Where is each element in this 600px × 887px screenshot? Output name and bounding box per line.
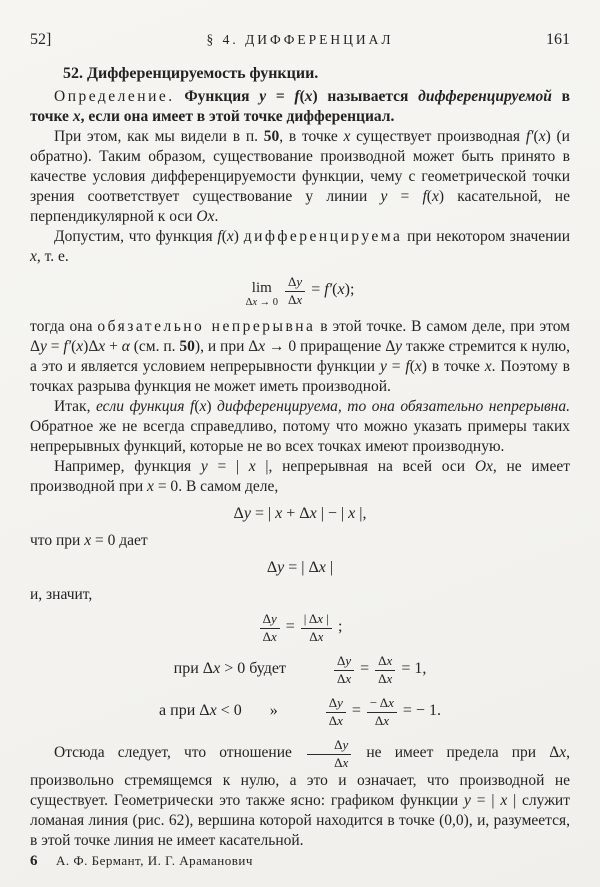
math-text: ) — [206, 398, 212, 416]
math-text: x — [226, 228, 234, 245]
math-text: = — [46, 338, 64, 356]
paragraph-assume — [30, 227, 570, 267]
math-text: = − 1. — [398, 702, 441, 720]
text-segment — [549, 744, 566, 761]
fraction-numerator — [285, 275, 305, 292]
math-text: Δ — [336, 653, 346, 669]
math-text: ) — [438, 188, 445, 205]
math-text: x — [388, 695, 394, 711]
math-text: y — [259, 88, 267, 105]
math-text: x — [343, 128, 351, 145]
text-segment: служит ломаная линия (рис. 62), вершина которой находится в точке (0,0), и, разумеется, в этой точке линия не имеет касательной. — [30, 791, 570, 849]
text-segment — [217, 228, 239, 245]
math-text: Δ — [288, 274, 297, 289]
text-segment — [385, 338, 402, 355]
math-text: Δ — [334, 737, 343, 753]
math-text: Δ — [309, 629, 318, 645]
math-text: − Δ — [369, 695, 389, 711]
math-text: x — [500, 791, 508, 809]
text-segment: ), и при — [194, 338, 249, 356]
text-segment: (и обратно). Таким образом, существование производной может быть принято в качестве условия дифференцируемости функции, чему с геометрической точки зрения соответствует существование у линии — [30, 128, 570, 205]
math-text: x — [304, 88, 313, 105]
math-text: ); — [344, 280, 355, 298]
text-segment — [159, 702, 242, 719]
math-text: Δ — [245, 296, 253, 308]
math-text: | — [507, 791, 517, 809]
text-segment: дифференцируема — [243, 228, 403, 245]
text-segment — [147, 478, 178, 495]
math-text: Δ — [30, 338, 40, 356]
text-segment — [175, 88, 185, 105]
math-text: x — [337, 280, 345, 298]
math-text: x — [337, 713, 343, 729]
math-text: ( — [221, 228, 227, 245]
math-text: x — [386, 671, 393, 687]
math-text: + — [105, 338, 122, 356]
math-text: x — [317, 629, 324, 645]
math-text: Δ — [549, 744, 560, 761]
limit-operator — [246, 281, 278, 309]
math-text: < 0 — [216, 702, 242, 720]
text-segment: (см. п. — [129, 338, 180, 356]
math-text: x — [270, 629, 277, 645]
text-segment: 50 — [263, 128, 280, 145]
math-text: f — [217, 228, 222, 245]
math-text: Δ — [262, 611, 271, 627]
math-text: Δ — [288, 291, 297, 307]
paragraph-gives — [30, 531, 570, 551]
math-text: = — [281, 618, 299, 636]
math-text: = | — [470, 791, 501, 809]
math-text: Δ — [385, 338, 396, 356]
text-segment: в точке — [426, 358, 485, 376]
math-text: )Δ — [83, 338, 99, 356]
math-text: y — [345, 653, 352, 669]
text-segment: Отсюда следует, что отношение — [54, 744, 306, 761]
header-chapter-title: § 4. ДИФФЕРЕНЦИАЛ — [206, 32, 394, 47]
fraction — [307, 738, 351, 771]
math-text: > 0 будет — [220, 660, 286, 678]
math-text: y — [379, 358, 387, 376]
formula-delta-abs — [30, 558, 570, 578]
math-text: → 0 — [257, 296, 279, 308]
text-segment: при некотором значении — [402, 228, 571, 245]
math-text: y — [342, 737, 349, 753]
math-text: = 0 — [153, 478, 179, 496]
math-text: y — [39, 338, 47, 356]
fraction — [334, 654, 354, 687]
math-text: при Δ — [173, 660, 214, 678]
math-text: x — [317, 611, 324, 627]
text-segment — [259, 88, 317, 105]
text-segment: , непрерывная на всей оси — [268, 458, 475, 476]
math-text: = — [266, 88, 295, 105]
math-text: = 0 — [91, 532, 116, 550]
text-segment — [30, 248, 37, 265]
math-text: y — [296, 274, 303, 289]
text-segment: касательной, не перпендикулярной к оси — [30, 188, 570, 225]
text-segment: называется — [317, 88, 419, 105]
fraction-denominator — [301, 629, 332, 645]
fraction-denominator — [285, 292, 305, 308]
text-segment — [380, 358, 427, 375]
math-text: x — [318, 559, 326, 577]
math-text: y — [380, 188, 388, 205]
math-text: f′ — [324, 280, 333, 298]
text-segment: 50 — [179, 338, 195, 356]
paragraph-therefore — [30, 585, 570, 605]
text-segment — [526, 128, 551, 145]
page-footer — [30, 851, 570, 871]
text-segment: , не имеет производной при — [30, 458, 571, 496]
math-text: ( — [194, 398, 200, 416]
math-text: x — [484, 358, 492, 376]
text-segment — [397, 660, 426, 677]
fraction — [285, 275, 305, 308]
text-segment: Определение. — [54, 88, 175, 105]
math-text: ; — [333, 618, 343, 636]
page-content — [30, 64, 570, 851]
text-segment: , в точке — [279, 128, 344, 145]
formula-delta-y — [30, 504, 570, 524]
text-segment: . В самом деле, — [178, 478, 279, 496]
page-number: 161 — [546, 31, 570, 48]
math-text: y — [337, 695, 343, 711]
page-header — [30, 30, 570, 50]
text-segment — [307, 281, 324, 298]
math-text: ) — [545, 128, 551, 145]
math-text: x — [258, 338, 266, 356]
math-text: ( — [299, 88, 305, 105]
math-text: x — [414, 358, 422, 376]
text-segment: дифференцируемой — [418, 88, 552, 105]
text-segment — [380, 188, 444, 205]
formula-case-positive — [30, 654, 570, 687]
fraction-numerator — [367, 696, 397, 713]
fraction-denominator — [326, 713, 346, 729]
math-text: → 0 — [265, 338, 297, 356]
math-text: α — [121, 338, 130, 356]
math-text: x — [383, 713, 389, 729]
fraction — [260, 612, 280, 645]
math-text: x — [72, 108, 81, 125]
fraction-numerator — [334, 654, 354, 671]
paragraph-derivative-exists — [30, 127, 570, 227]
text-segment: не имеет предела при — [353, 744, 550, 761]
text-segment: При этом, как мы видели в п. — [54, 128, 264, 145]
math-text: Δ — [262, 629, 271, 645]
formula-ratio — [30, 612, 570, 645]
math-text: x — [213, 660, 221, 678]
math-text: + Δ — [282, 505, 310, 523]
text-segment: 52. Дифференцируемость функции. — [63, 65, 319, 82]
text-segment: , произвольно стремящемся к нулю, а это и означает, что производной не существует. Геометрически это также ясно: графиком функции — [30, 744, 570, 809]
math-text: x — [431, 188, 439, 205]
text-segment: , т. е. — [36, 248, 69, 265]
math-text: | Δ — [303, 611, 318, 627]
math-text: |, — [355, 505, 367, 523]
math-text: Δ — [233, 505, 244, 523]
fraction-denominator — [307, 755, 351, 771]
text-segment — [73, 108, 81, 125]
text-segment: что при — [30, 532, 85, 550]
text-segment — [201, 458, 269, 475]
text-segment: , если она имеет в этой точке дифференциал. — [80, 108, 395, 125]
text-segment — [267, 559, 333, 576]
fraction-denominator — [375, 671, 395, 687]
math-text: f′ — [525, 128, 534, 145]
math-text: y — [270, 611, 277, 627]
math-text: Δ — [374, 713, 384, 729]
math-text: x — [309, 505, 317, 523]
text-segment: Например, функция — [54, 458, 201, 476]
text-segment — [324, 281, 354, 298]
math-text: x — [538, 128, 546, 145]
text-segment — [348, 702, 365, 719]
text-segment: дифференцируема, то она обязательно непрерывна. — [211, 398, 570, 416]
fraction-numerator — [260, 612, 280, 629]
paragraph-continuity — [30, 317, 570, 397]
math-text: Δ — [378, 653, 387, 669]
paragraph-definition — [30, 87, 570, 127]
math-text: | − | — [316, 505, 349, 523]
formula-case-negative — [30, 696, 570, 729]
math-text: y — [243, 505, 251, 523]
math-text: Δ — [334, 755, 343, 770]
math-text: Δ — [336, 671, 346, 687]
math-text: ( — [332, 280, 338, 298]
fraction-numerator — [307, 738, 351, 755]
math-text: x — [209, 702, 217, 720]
fraction — [367, 696, 397, 729]
math-text: Δ — [378, 671, 387, 687]
math-text: x — [252, 296, 258, 308]
math-text: = | — [207, 458, 249, 476]
text-segment: Итак, — [54, 398, 96, 416]
text-segment: дает — [115, 532, 148, 550]
paragraph-example — [30, 457, 570, 497]
math-text: Δ — [328, 695, 338, 711]
text-segment — [475, 458, 493, 475]
section-heading — [30, 64, 570, 84]
math-text: x — [348, 505, 356, 523]
header-section-ref: 52] — [30, 31, 52, 48]
math-text: Ox — [474, 458, 493, 476]
text-segment — [196, 208, 214, 225]
limit-subscript — [246, 298, 278, 309]
paragraph-conclusion — [30, 738, 570, 851]
math-text: f — [294, 88, 300, 105]
math-text: = — [356, 660, 374, 678]
text-segment: Допустим, что функция — [54, 228, 218, 245]
fraction-numerator — [326, 696, 346, 713]
text-segment: тогда она — [30, 318, 98, 336]
text-segment — [234, 505, 367, 522]
math-text: x — [296, 291, 303, 307]
text-segment: в этой точке. В самом деле, при этом — [315, 318, 570, 336]
math-text: y — [395, 338, 403, 356]
math-text: ) — [421, 358, 427, 376]
math-text: ) — [312, 88, 318, 105]
text-segment — [30, 338, 130, 355]
text-segment: Обратное же не всегда справедливо, потому что можно указать примеры таких непрерывных функций, которые не во всех точках имеют производную. — [30, 418, 570, 456]
math-text: x — [98, 338, 106, 356]
math-text: а при Δ — [159, 702, 210, 720]
math-text: = — [387, 188, 423, 205]
text-segment — [356, 660, 373, 677]
text-segment: если функция — [95, 398, 190, 416]
math-text: x — [342, 755, 349, 770]
math-text: = — [386, 358, 406, 376]
math-text: | — [323, 611, 329, 627]
math-text: x — [30, 248, 37, 265]
text-segment: также стремится к нулю, а это и является условием непрерывности функции — [30, 338, 571, 376]
fraction-denominator — [260, 629, 280, 645]
fraction — [375, 654, 395, 687]
math-text: = 1, — [397, 660, 427, 678]
fraction-denominator — [367, 713, 397, 729]
text-segment — [282, 618, 299, 635]
paragraph-itak — [30, 397, 570, 457]
math-text: x — [559, 744, 567, 761]
math-text: f — [422, 188, 427, 205]
math-text: x — [147, 478, 154, 496]
fraction-numerator — [375, 654, 395, 671]
math-text: x — [248, 458, 256, 476]
text-segment: » — [269, 702, 278, 720]
text-segment — [174, 660, 286, 677]
math-text: y — [277, 559, 285, 577]
math-text: x — [386, 653, 393, 669]
math-text: f′ — [63, 338, 72, 356]
fraction — [301, 612, 332, 645]
text-segment — [190, 398, 212, 415]
math-text: x — [199, 398, 207, 416]
footer-authors: А. Ф. Бермант, И. Г. Араманович — [56, 853, 253, 868]
math-text: ( — [71, 338, 77, 356]
text-segment: существует производная — [350, 128, 526, 145]
math-text: ( — [533, 128, 539, 145]
text-segment: в точке — [30, 88, 571, 125]
math-text: = | — [250, 505, 276, 523]
math-text: ) — [233, 228, 239, 245]
math-text: ( — [409, 358, 415, 376]
text-segment: Функция — [184, 88, 260, 105]
math-text: x — [275, 505, 283, 523]
formula-limit — [30, 275, 570, 308]
math-text: x — [76, 338, 84, 356]
math-text: Δ — [328, 713, 338, 729]
limit-label: lim — [251, 279, 272, 296]
text-segment — [84, 532, 115, 549]
fraction-denominator — [334, 671, 354, 687]
math-text: = — [307, 280, 325, 298]
math-text: ( — [426, 188, 432, 205]
math-text: f — [405, 358, 410, 376]
text-segment — [334, 618, 342, 635]
text-segment: и, значит, — [30, 586, 93, 604]
text-segment: . Поэтому в точках разрыва функция не может иметь производной. — [30, 358, 570, 396]
text-segment: обязательно непрерывна — [97, 318, 316, 336]
text-segment — [399, 702, 441, 719]
math-text: x — [345, 671, 352, 687]
fraction-numerator — [301, 612, 332, 629]
math-text: x — [84, 532, 92, 550]
math-text: = | Δ — [284, 559, 319, 577]
math-text: | — [325, 559, 334, 577]
math-text: y — [464, 791, 471, 809]
text-segment: приращение — [296, 338, 386, 356]
math-text: | — [255, 458, 269, 476]
math-text: y — [200, 458, 208, 476]
math-text: Ox — [196, 208, 215, 225]
math-text: Δ — [248, 338, 259, 356]
math-text: f — [190, 398, 195, 416]
footer-signature-number: 6 — [30, 853, 38, 869]
text-segment — [485, 358, 492, 375]
math-text: = — [347, 702, 365, 720]
fraction — [326, 696, 346, 729]
math-text: Δ — [266, 559, 278, 577]
text-segment: . — [214, 208, 219, 225]
text-segment — [464, 792, 516, 809]
text-segment — [248, 338, 296, 355]
